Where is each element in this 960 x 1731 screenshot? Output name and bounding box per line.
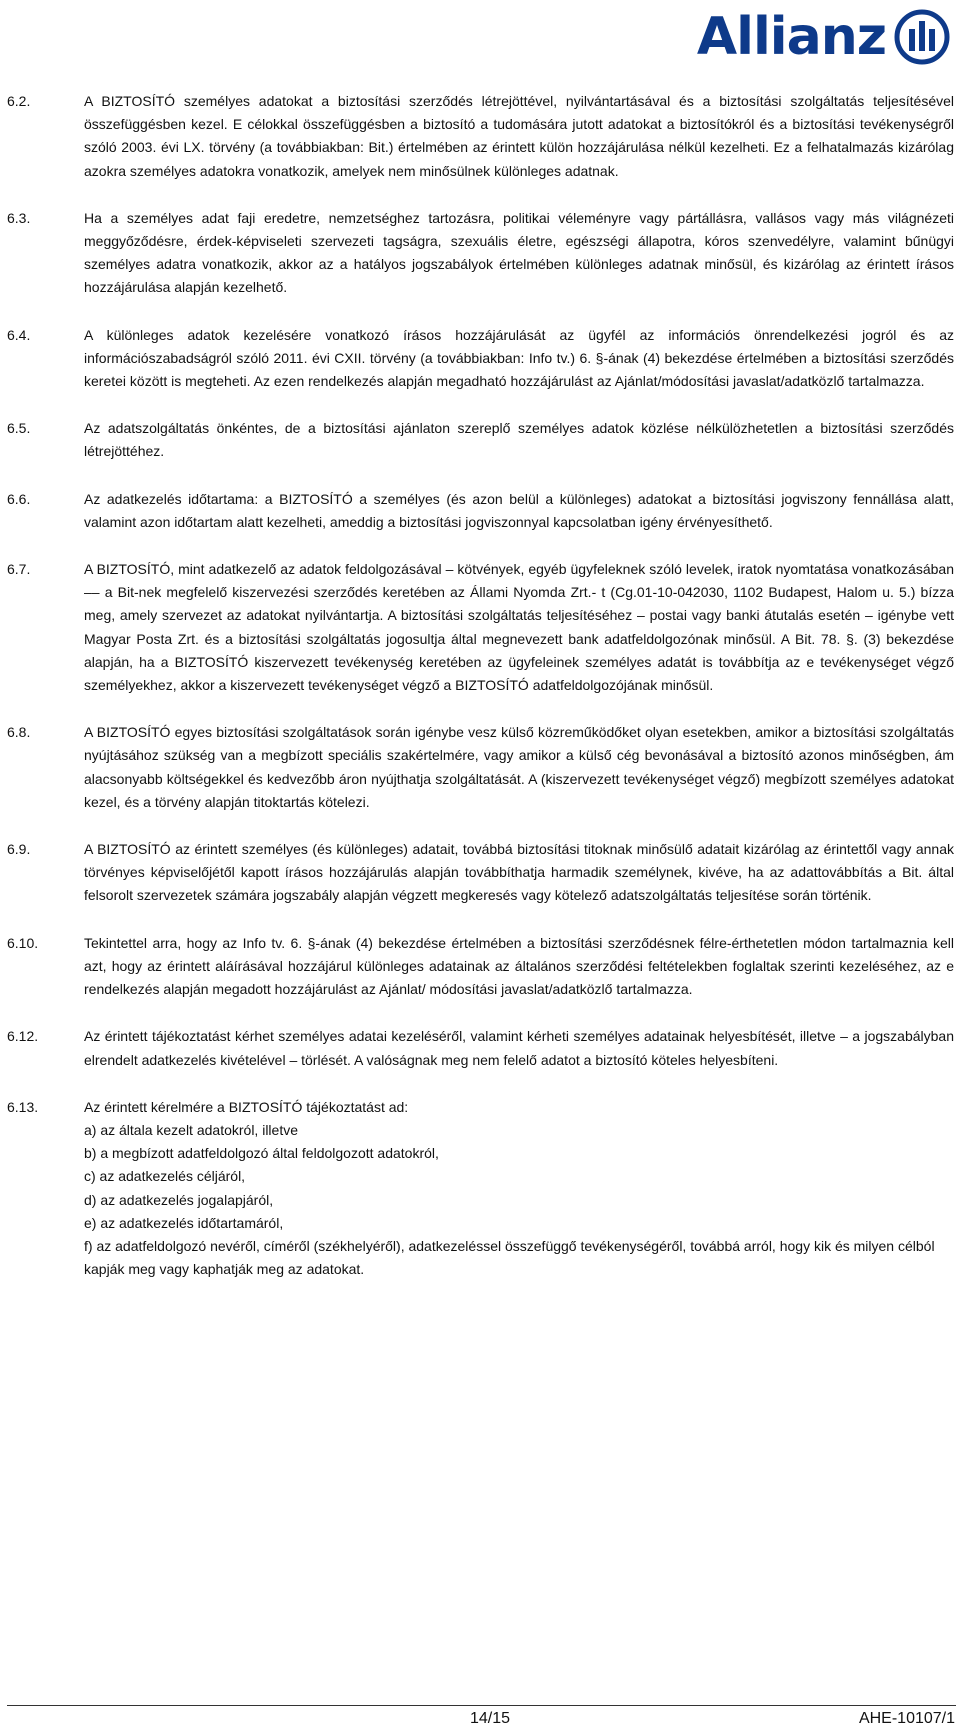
paragraph: Az adatszolgáltatás önkéntes, de a biztosítási ajánlaton szereplő személyes adatok közlése nélkülözhetetlen a biztosítási szerződés létrejöttéhez. (84, 420, 954, 460)
section-text (84, 90, 954, 183)
section-number: 6.7. (7, 561, 31, 578)
section-number: 6.13. (7, 1098, 39, 1115)
section-text (84, 558, 954, 697)
section (7, 838, 957, 908)
section-number: 6.9. (7, 841, 31, 858)
footer-rule (7, 1705, 956, 1706)
list-item: a) az általa kezelt adatokról, illetve (84, 1121, 298, 1138)
paragraph: A BIZTOSÍTÓ személyes adatokat a biztosítási szerződés létrejöttével, nyilvántartásával és a biztosítási szolgáltatás teljesítésével összefüggésben kezel. E célokkal összefüggésben a biztosító a tudomására jutott adatokat a biztosítókról és a biztosítási tevékenységről szóló 2003. évi LX. törvény (a továbbiakban: Bit.) értelmében az érintett külön hozzájárulása nélkül kezelheti. Ez a felhatalmazás kizárólag azokra személyes adatokra vonatkozik, amelyek nem minősülnek különleges adatnak. (84, 93, 954, 179)
list-item: c) az adatkezelés céljáról, (84, 1168, 246, 1185)
section (7, 417, 957, 463)
section-text (84, 488, 954, 534)
paragraph: A BIZTOSÍTÓ az érintett személyes (és különleges) adatait, továbbá biztosítási titoknak minősülő adatait kizárólag az érintettől vagy annak törvényes képviselőjétől kapott írásos hozzájárulás alapján továbbíthatja harmadik személynek, kivéve, ha az adattovábbítás a Bit. által felsorolt szervezetek számára jogszabály alapján végzett megkeresés vagy kötelező adatszolgáltatás teljesítése során történik. (84, 841, 954, 904)
section-number: 6.6. (7, 490, 31, 507)
section-text (84, 838, 954, 908)
section-number: 6.4. (7, 326, 31, 343)
paragraph: Tekintettel arra, hogy az Info tv. 6. §-ának (4) bekezdése értelmében a biztosítási szerződésnek félre-érthetetlen módon tartalmaznia kell azt, hogy az érintett aláírásával hozzájárul különleges adatainak az általános szerződési feltételekben foglaltak szerinti kezeléséhez, az e rendelkezés alapján megadott hozzájárulást az Ajánlat/ módosítási javaslat/adatközlő tartalmazza. (84, 934, 954, 998)
allianz-eagle-icon (894, 9, 950, 65)
section-number: 6.12. (7, 1028, 39, 1045)
section (7, 488, 957, 534)
section-text (84, 324, 954, 394)
section-text (84, 932, 954, 1002)
paragraph: A BIZTOSÍTÓ, mint adatkezelő az adatok feldolgozásával – kötvények, egyéb ügyfeleknek szóló levelek, iratok nyomtatása vonatkozásában –– a Bit-nek megfelelő kiszervezési szerződés keretében az Állami Nyomda Zrt.- t (Cg.01-10-042030, 1102 Budapest, Halom u. 5.) bízza meg, amely szervezet az adatokat nyilvántartja. A biztosítási szolgáltatás teljesítéséhez – postai vagy banki átutalás esetén – igénybe vett Magyar Posta Zrt. és a biztosítási szolgáltatás jogosultja által megnevezett bank adatfeldolgozónak minősül. A Bit. 78. §. (3) bekezdése alapján, ha a BIZTOSÍTÓ kiszervezett tevékenység keretében az ügyfeleinek személyes adatát is továbbítja az e tevékenységet végző személyekhez, akkor a kiszervezett tevékenységet végző a BIZTOSÍTÓ adatfeldolgozójának minősül. (84, 561, 954, 694)
section-number: 6.3. (7, 209, 31, 226)
section (7, 1025, 957, 1071)
page-footer (0, 1709, 960, 1729)
page-number: 14/15 (470, 1710, 511, 1727)
list-item: f) az adatfeldolgozó nevéről, címéről (székhelyéről), adatkezeléssel összefüggő tevékenységéről, továbbá arról, hogy kik és milyen célból kapják meg vagy kaphatják meg az adatokat. (84, 1237, 935, 1278)
list-item: e) az adatkezelés időtartamáról, (84, 1214, 284, 1231)
section-number: 6.5. (7, 420, 31, 437)
logo-wordmark: Allianz (696, 7, 886, 67)
section-text (84, 207, 954, 300)
section (7, 1096, 957, 1282)
section-text (84, 417, 954, 463)
paragraph: A különleges adatok kezelésére vonatkozó írásos hozzájárulását az ügyfél az információs önrendelkezési jogról és az információszabadságról szóló 2011. évi CXII. törvény (a továbbiakban: Info tv.) 6. §-ának (4) bekezdése értelmében a biztosítási szerződés keretei között is megteheti. Az ezen rendelkezés alapján megadható hozzájárulást az Ajánlat/módosítási javaslat/adatközlő tartalmazza. (84, 326, 954, 390)
document-code: AHE-10107/1 (858, 1710, 955, 1727)
list-item: d) az adatkezelés jogalapjáról, (84, 1191, 274, 1208)
section-text (84, 721, 954, 814)
paragraph: Az érintett kérelmére a BIZTOSÍTÓ tájékoztatást ad: (84, 1098, 409, 1115)
paragraph: Az adatkezelés időtartama: a BIZTOSÍTÓ a személyes (és azon belül a különleges) adatokat a biztosítási jogviszony fennállása alatt, valamint azon időtartam alatt kezelheti, ameddig a biztosítási jogviszonnyal kapcsolatban igény érvényesíthető. (84, 490, 954, 530)
paragraph: Az érintett tájékoztatást kérhet személyes adatai kezeléséről, valamint kérheti személyes adatainak helyesbítését, illetve – a jogszabályban elrendelt adatkezelés kivételével – törlését. A valóságnak meg nem felelő adatot a biztosító köteles helyesbíteni. (84, 1028, 954, 1068)
section (7, 932, 957, 1002)
section-text (84, 1096, 954, 1282)
section (7, 721, 957, 814)
section-number: 6.10. (7, 934, 39, 951)
section-text (84, 1025, 954, 1071)
section-number: 6.8. (7, 724, 31, 741)
paragraph: Ha a személyes adat faji eredetre, nemzetséghez tartozásra, politikai véleményre vagy pártállásra, vallásos vagy más világnézeti meggyőződésre, érdek-képviseleti szervezeti tagságra, szexuális életre, egészségi állapotra, kóros szenvedélyre, valamint bűnügyi személyes adatra vonatkozik, akkor az a hatályos jogszabályok értelmében különleges adatnak minősül, és kizárólag az érintett írásos hozzájárulása alapján kezelhető. (84, 209, 954, 296)
section (7, 207, 957, 300)
section-number: 6.2. (7, 93, 31, 109)
section (7, 324, 957, 394)
allianz-logo (697, 2, 950, 72)
paragraph: A BIZTOSÍTÓ egyes biztosítási szolgáltatások során igénybe vesz külső közreműködőket olyan esetekben, amikor a biztosítási szolgáltatás nyújtásához szükség van a megbízott speciális szakértelmére, vagy amikor a külső cég bevonásával a biztosító azonos minőségben, ám alacsonyabb költségekkel és kedvezőbb áron nyújthatja szolgáltatását. A (kiszervezett tevékenységet végző) megbízott személyes adatokat kezel, és a törvény alapján titoktartás kötelezi. (84, 724, 954, 810)
section (7, 558, 957, 697)
section (7, 90, 957, 183)
list-item: b) a megbízott adatfeldolgozó által feldolgozott adatokról, (84, 1145, 439, 1162)
document-body (7, 90, 957, 1305)
